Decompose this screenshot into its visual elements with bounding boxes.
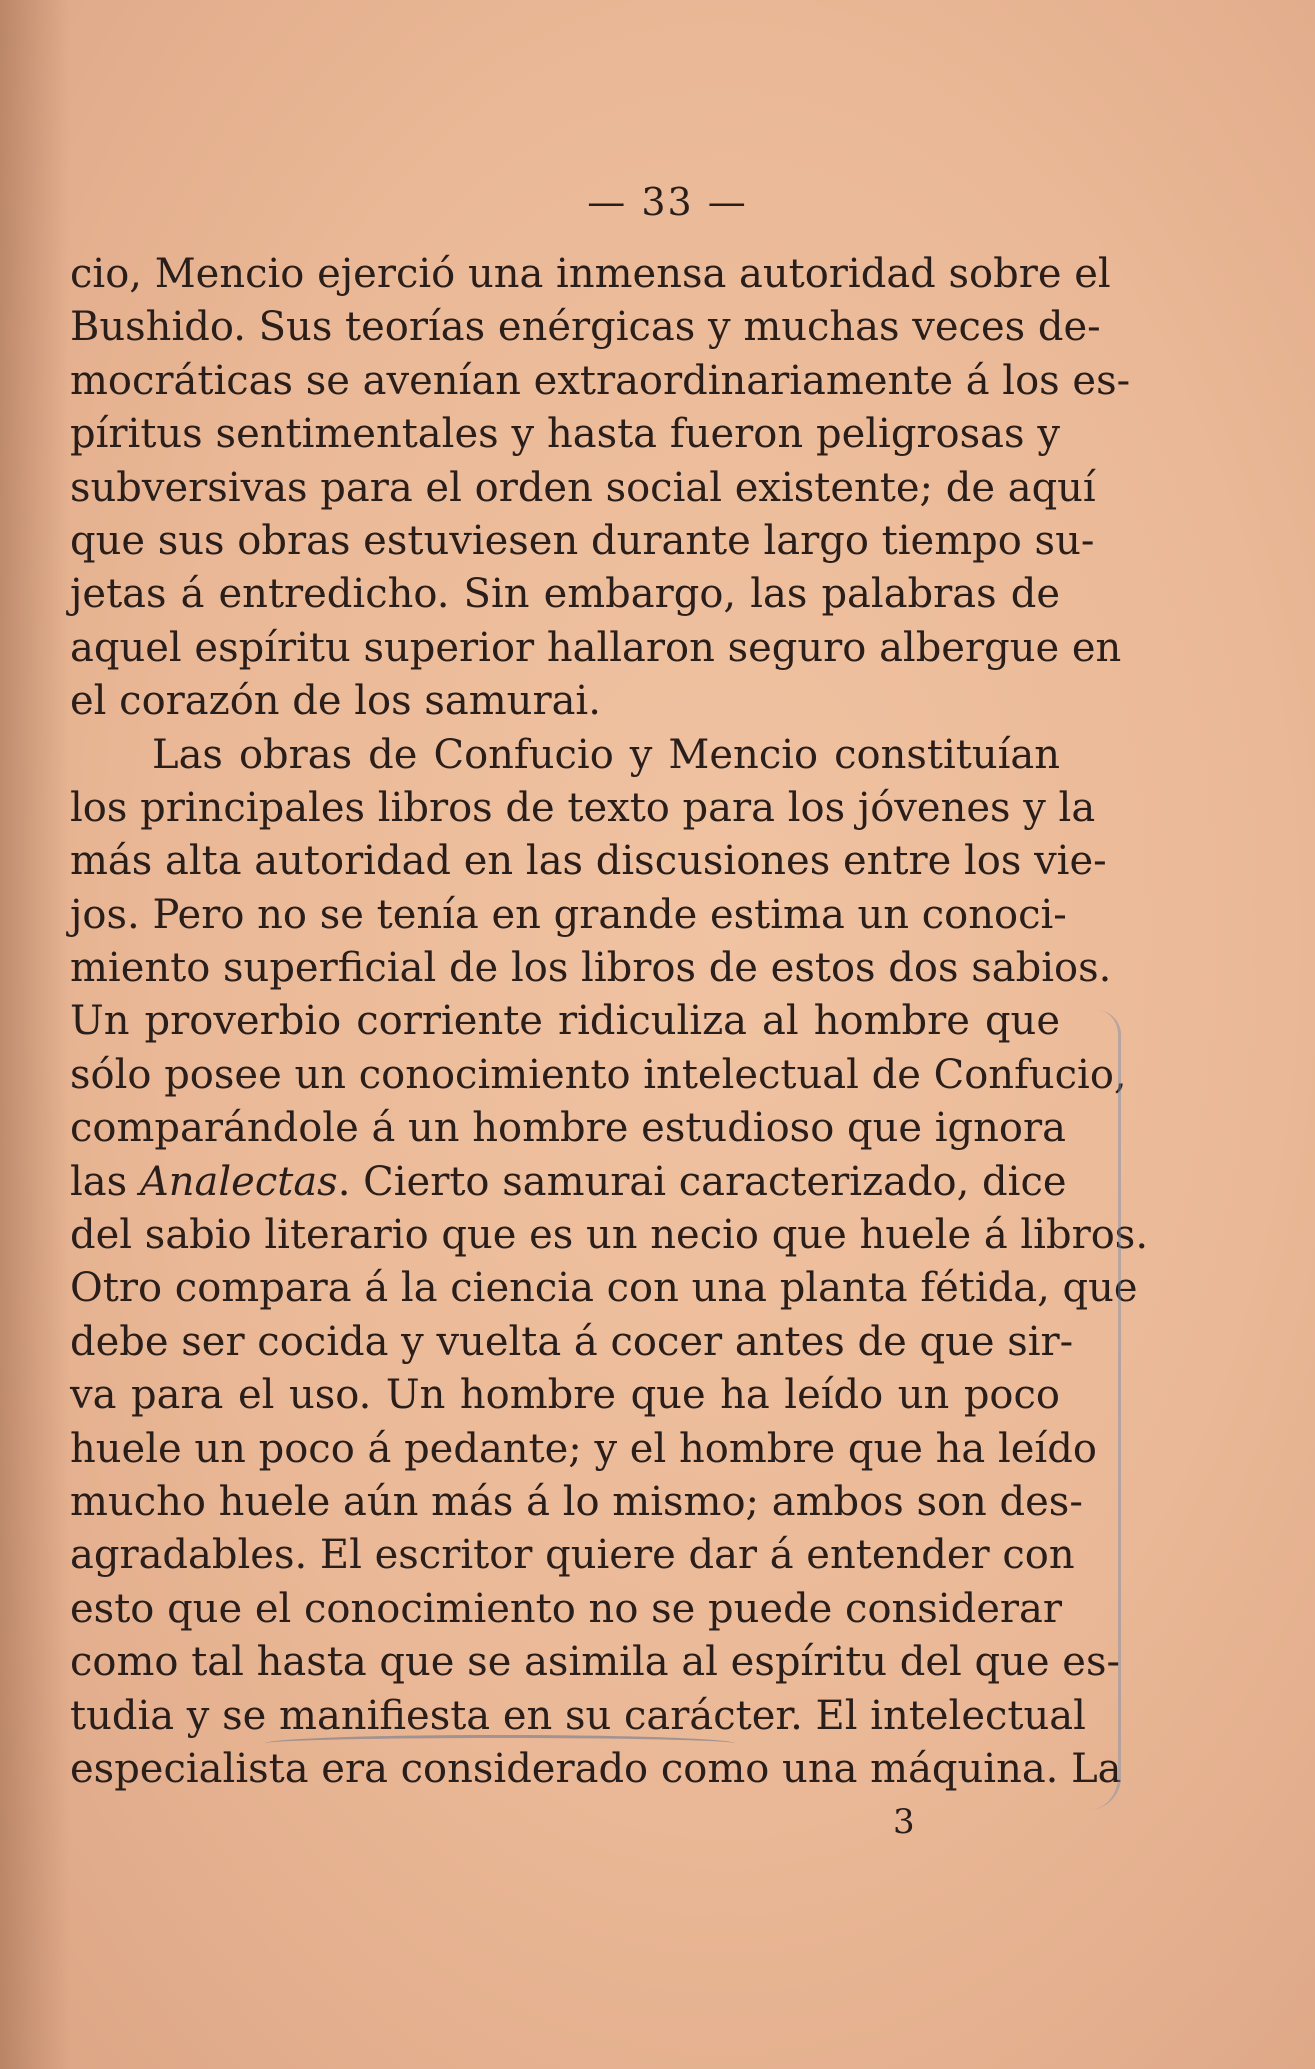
text-line: debe ser cocida y vuelta á cocer antes de que sir- bbox=[70, 1318, 1074, 1365]
text-line: píritus sentimentales y hasta fueron peligrosas y bbox=[70, 411, 1060, 458]
text-line: los principales libros de texto para los jóvenes y la bbox=[70, 784, 1096, 831]
text-line: comparándole á un hombre estudioso que ignora bbox=[70, 1105, 1066, 1152]
text-line: Un proverbio corriente ridiculiza al hombre que bbox=[70, 998, 1060, 1045]
text-line: que sus obras estuviesen durante largo tiempo su- bbox=[70, 517, 1095, 564]
text-line: Las obras de Confucio y Mencio constituían bbox=[152, 731, 1060, 778]
text-line: esto que el conocimiento no se puede considerar bbox=[70, 1585, 1062, 1632]
text-line: del sabio literario que es un necio que huele á libros. bbox=[70, 1212, 1149, 1259]
text-line: Bushido. Sus teorías enérgicas y muchas veces de- bbox=[70, 304, 1101, 351]
text-line: va para el uso. Un hombre que ha leído un poco bbox=[70, 1372, 1060, 1419]
text-line: más alta autoridad en las discusiones entre los vie- bbox=[70, 838, 1107, 885]
text-fragment: . Cierto samurai caracterizado, dice bbox=[337, 1158, 1067, 1205]
text-line: el corazón de los samurai. bbox=[70, 678, 601, 725]
text-line: subversivas para el orden social existente; de aquí bbox=[70, 464, 1096, 511]
text-line: agradables. El escritor quiere dar á entender con bbox=[70, 1532, 1075, 1579]
book-title-italic: Analectas bbox=[139, 1158, 338, 1205]
pencil-underline-mark bbox=[265, 1735, 735, 1752]
text-line: miento superficial de los libros de estos dos sabios. bbox=[70, 945, 1112, 992]
text-line: jos. Pero no se tenía en grande estima un conoci- bbox=[70, 891, 1067, 938]
text-line bbox=[70, 1156, 1067, 1209]
text-line: especialista era considerado como una máquina. La bbox=[70, 1745, 1122, 1792]
text-line: sólo posee un conocimiento intelectual de Confucio, bbox=[70, 1051, 1127, 1098]
text-line: mocráticas se avenían extraordinariamente á los es- bbox=[70, 357, 1131, 404]
signature-mark: 3 bbox=[893, 1802, 915, 1842]
text-line: huele un poco á pedante; y el hombre que ha leído bbox=[70, 1425, 1097, 1472]
page-number-header: — 33 — bbox=[587, 180, 748, 224]
text-line: tudia y se manifiesta en su carácter. El intelectual bbox=[70, 1692, 1086, 1739]
text-fragment: las bbox=[70, 1158, 140, 1205]
text-line: aquel espíritu superior hallaron seguro albergue en bbox=[70, 624, 1122, 671]
body-text bbox=[70, 248, 1149, 1796]
text-line: cio, Mencio ejerció una inmensa autoridad sobre el bbox=[70, 251, 1111, 297]
pencil-margin-mark bbox=[1088, 1010, 1121, 1810]
text-line: jetas á entredicho. Sin embargo, las palabras de bbox=[70, 571, 1060, 618]
text-line: como tal hasta que se asimila al espíritu del que es- bbox=[70, 1639, 1120, 1686]
text-line: Otro compara á la ciencia con una planta fétida, que bbox=[70, 1265, 1138, 1312]
text-line: mucho huele aún más á lo mismo; ambos son des- bbox=[70, 1478, 1083, 1525]
page-gutter-shadow bbox=[0, 0, 70, 2069]
